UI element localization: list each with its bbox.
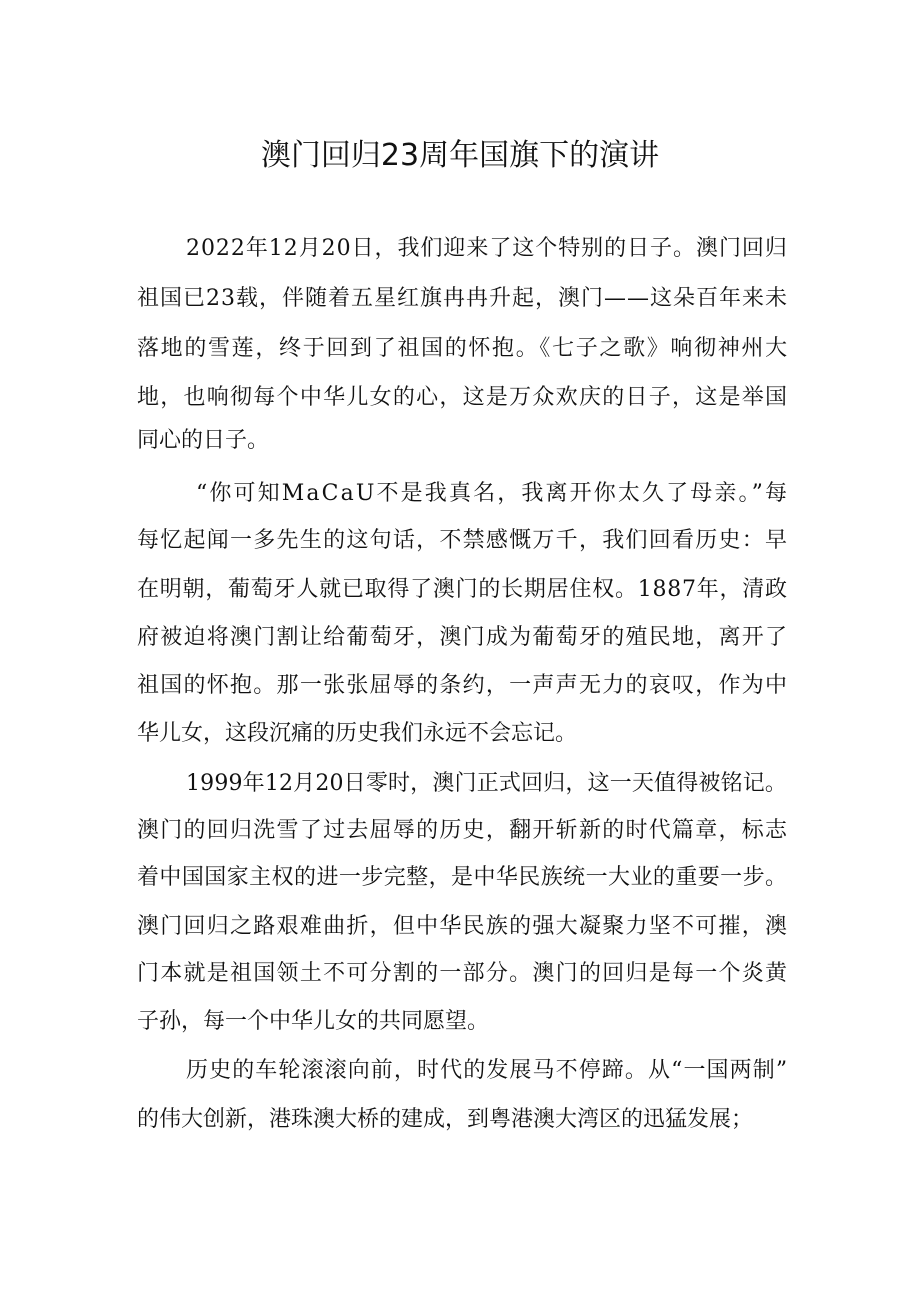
paragraph-line: 澳门回归之路艰难曲折，但中华民族的强大凝聚力坚不可摧，澳 bbox=[137, 914, 789, 939]
paragraph-line: 2022年12月20日，我们迎来了这个特别的日子。澳门回归 bbox=[186, 236, 788, 261]
paragraph-line: 在明朝，葡萄牙人就已取得了澳门的长期居住权。1887年，清政 bbox=[137, 577, 788, 602]
paragraph-line: 澳门的回归洗雪了过去屈辱的历史，翻开斩新的时代篇章，标志 bbox=[137, 818, 789, 843]
paragraph-line: 的伟大创新，港珠澳大桥的建成，到粤港澳大湾区的迅猛发展； bbox=[137, 1107, 754, 1132]
paragraph-line: 同心的日子。 bbox=[137, 428, 270, 453]
paragraph-line: 门本就是祖国领土不可分割的一部分。澳门的回归是每一个炎黄 bbox=[137, 961, 789, 986]
paragraph-line: 落地的雪莲，终于回到了祖国的怀抱。《七子之歌》响彻神州大 bbox=[137, 336, 789, 361]
document-title: 澳门回归23周年国旗下的演讲 bbox=[260, 138, 660, 173]
paragraph-line: 每忆起闻一多先生的这句话，不禁感慨万千，我们回看历史：早 bbox=[137, 528, 789, 553]
paragraph-line: “你可知MaCaU不是我真名，我离开你太久了母亲。”每 bbox=[196, 481, 790, 506]
paragraph-line: 祖国的怀抱。那一张张屈辱的条约，一声声无力的哀叹，作为中 bbox=[137, 673, 789, 698]
paragraph-line: 历史的车轮滚滚向前，时代的发展马不停蹄。从“一国两制” bbox=[186, 1058, 789, 1083]
paragraph-line: 子孙，每一个中华儿女的共同愿望。 bbox=[137, 1009, 490, 1034]
paragraph-line: 华儿女，这段沉痛的历史我们永远不会忘记。 bbox=[137, 721, 578, 746]
paragraph-line: 祖国已23载，伴随着五星红旗冉冉升起，澳门——这朵百年来未 bbox=[137, 286, 788, 311]
paragraph-line: 府被迫将澳门割让给葡萄牙，澳门成为葡萄牙的殖民地，离开了 bbox=[137, 625, 789, 650]
paragraph-line: 着中国国家主权的进一步完整，是中华民族统一大业的重要一步。 bbox=[137, 865, 788, 890]
paragraph-line: 地，也响彻每个中华儿女的心，这是万众欢庆的日子，这是举国 bbox=[137, 385, 789, 410]
paragraph-line: 1999年12月20日零时，澳门正式回归，这一天值得被铭记。 bbox=[186, 771, 788, 796]
